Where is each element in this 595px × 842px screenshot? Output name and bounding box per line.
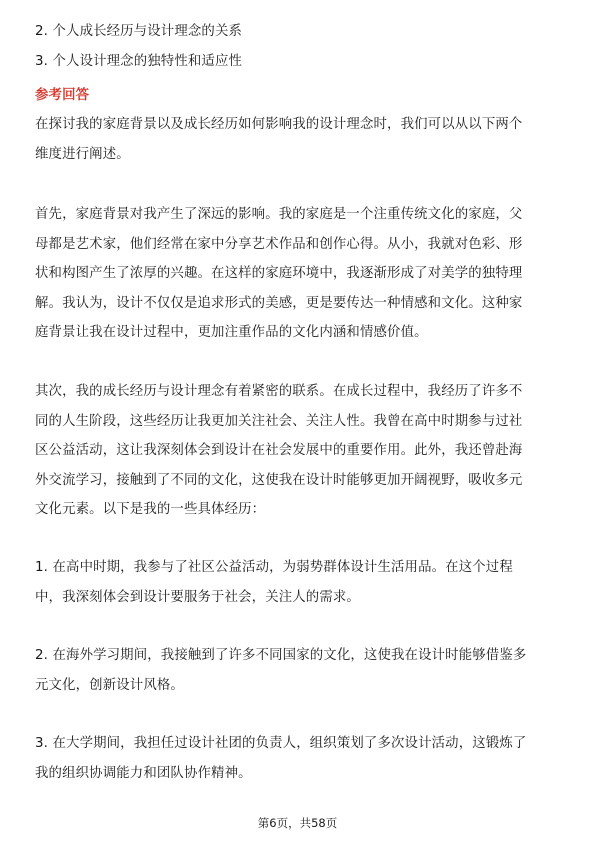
intro-line-2: 维度进行阐述。 bbox=[35, 147, 130, 162]
para1-line-4: 解。我认为，设计不仅仅是追求形式的美感，更是要传达一种情感和文化。这种家 bbox=[35, 296, 523, 311]
list-item-2: 2. 个人成长经历与设计理念的关系 bbox=[35, 24, 243, 39]
exp2-line-1: 2. 在海外学习期间，我接触到了许多不同国家的文化，这使我在设计时能够借鉴多 bbox=[35, 648, 527, 663]
answer-heading: 参考回答 bbox=[35, 88, 90, 103]
para2-line-4: 外交流学习，接触到了不同的文化，这使我在设计时能够更加开阔视野，吸收多元 bbox=[35, 473, 523, 488]
para1-line-1: 首先，家庭背景对我产生了深远的影响。我的家庭是一个注重传统文化的家庭，父 bbox=[35, 207, 523, 222]
exp3-line-1: 3. 在大学期间，我担任过设计社团的负责人，组织策划了多次设计活动，这锻炼了 bbox=[35, 736, 527, 751]
para1-line-2: 母都是艺术家，他们经常在家中分享艺术作品和创作心得。从小，我就对色彩、形 bbox=[35, 237, 523, 252]
exp1-line-2: 中，我深刻体会到设计要服务于社会，关注人的需求。 bbox=[35, 590, 360, 605]
exp2-line-2: 元文化，创新设计风格。 bbox=[35, 678, 184, 693]
para2-line-5: 文化元素。以下是我的一些具体经历： bbox=[35, 502, 266, 517]
exp1-line-1: 1. 在高中时期，我参与了社区公益活动，为弱势群体设计生活用品。在这个过程 bbox=[35, 560, 513, 575]
para2-line-2: 同的人生阶段，这些经历让我更加关注社会、关注人性。我曾在高中时期参与过社 bbox=[35, 414, 523, 429]
para2-line-3: 区公益活动，这让我深刻体会到设计在社会发展中的重要作用。此外，我还曾赴海 bbox=[35, 443, 523, 458]
page-number-footer: 第6页，共58页 bbox=[257, 816, 338, 830]
list-item-3: 3. 个人设计理念的独特性和适应性 bbox=[35, 54, 243, 69]
para1-line-3: 状和构图产生了浓厚的兴趣。在这样的家庭环境中，我逐渐形成了对美学的独特理 bbox=[35, 266, 523, 281]
para1-line-5: 庭背景让我在设计过程中，更加注重作品的文化内涵和情感价值。 bbox=[35, 325, 428, 340]
para2-line-1: 其次，我的成长经历与设计理念有着紧密的联系。在成长过程中，我经历了许多不 bbox=[35, 384, 523, 399]
exp3-line-2: 我的组织协调能力和团队协作精神。 bbox=[35, 766, 252, 781]
intro-line-1: 在探讨我的家庭背景以及成长经历如何影响我的设计理念时，我们可以从以下两个 bbox=[35, 117, 523, 132]
